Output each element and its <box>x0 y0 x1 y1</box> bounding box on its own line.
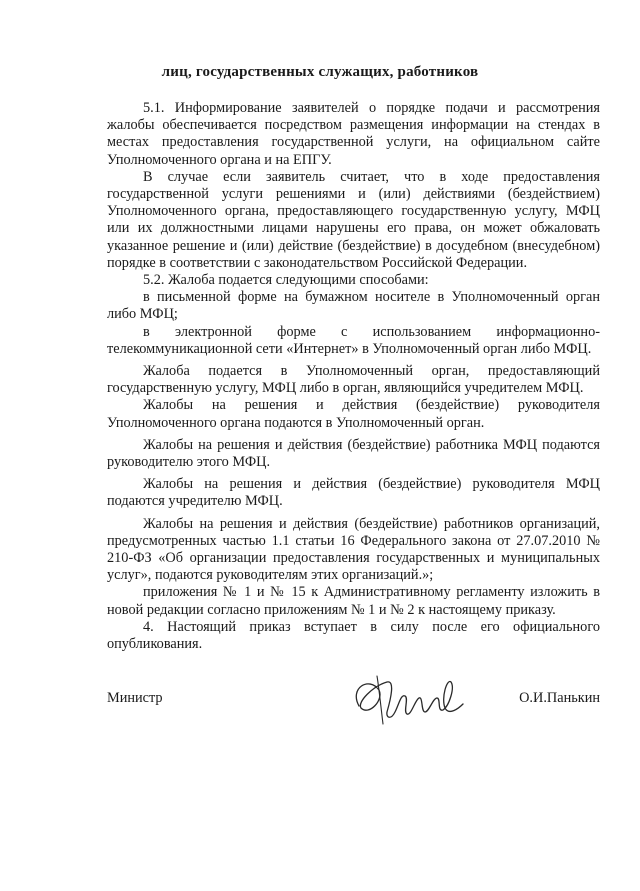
paragraph-mfc-worker-complaints: Жалобы на решения и действия (бездействие) работника МФЦ подаются руководителю этого МФЦ. <box>107 436 600 471</box>
paragraph-submission-bodies: Жалоба подается в Уполномоченный орган, предоставляющий государственную услугу, МФЦ либо в орган, являющийся учредителем МФЦ. <box>107 363 600 397</box>
signature-block <box>107 690 600 730</box>
paragraph-electronic-form: в электронной форме с использованием информационно-телекоммуникационной сети «Интернет» в Уполномоченный орган либо МФЦ. <box>107 323 600 357</box>
paragraph-appendices: приложения № 1 и № 15 к Административному регламенту изложить в новой редакции согласно приложениям № 1 и № 2 к настоящему приказу. <box>107 584 600 618</box>
paragraph-effective-date: 4. Настоящий приказ вступает в силу после его официального опубликования. <box>107 618 600 653</box>
signer-name: О.И.Панькин <box>519 690 600 706</box>
paragraph-organization-complaints: Жалобы на решения и действия (бездействие) работников организаций, предусмотренных частью 1.1 статьи 16 Федерального закона от 27.07.2010 № 210-ФЗ «Об организации предоставления государственных и муниципальных услуг», подаются руководителям этих организаций.»; <box>107 515 600 584</box>
signer-position: Министр <box>107 690 163 706</box>
section-heading: лиц, государственных служащих, работников <box>161 64 479 80</box>
paragraph-5-2: 5.2. Жалоба подается следующими способами: <box>143 272 429 289</box>
document-body <box>107 100 600 653</box>
paragraph-written-form: в письменной форме на бумажном носителе в Уполномоченный орган либо МФЦ; <box>107 289 600 323</box>
handwritten-signature <box>339 668 469 728</box>
paragraph-appeal-rights: В случае если заявитель считает, что в ходе предоставления государственной услуги решениями и (или) действиями (бездействием) Уполномоченного органа, предоставляющего государственную услугу, МФЦ или их должностными лицами нарушены его права, он может обжаловать указанное решение и (или) действие (бездействие) в досудебном (внесудебном) порядке в соответствии с законодательством Российской Федерации. <box>107 168 600 271</box>
paragraph-mfc-head-complaints: Жалобы на решения и действия (бездействие) руководителя МФЦ подаются учредителю МФЦ. <box>107 476 600 510</box>
paragraph-5-1: 5.1. Информирование заявителей о порядке подачи и рассмотрения жалобы обеспечивается посредством размещения информации на стендах в местах предоставления государственной услуги, на официальном сайте Уполномоченного органа и на ЕПГУ. <box>107 100 600 168</box>
paragraph-head-complaints: Жалобы на решения и действия (бездействие) руководителя Уполномоченного органа подаются в Уполномоченный орган. <box>107 397 600 431</box>
